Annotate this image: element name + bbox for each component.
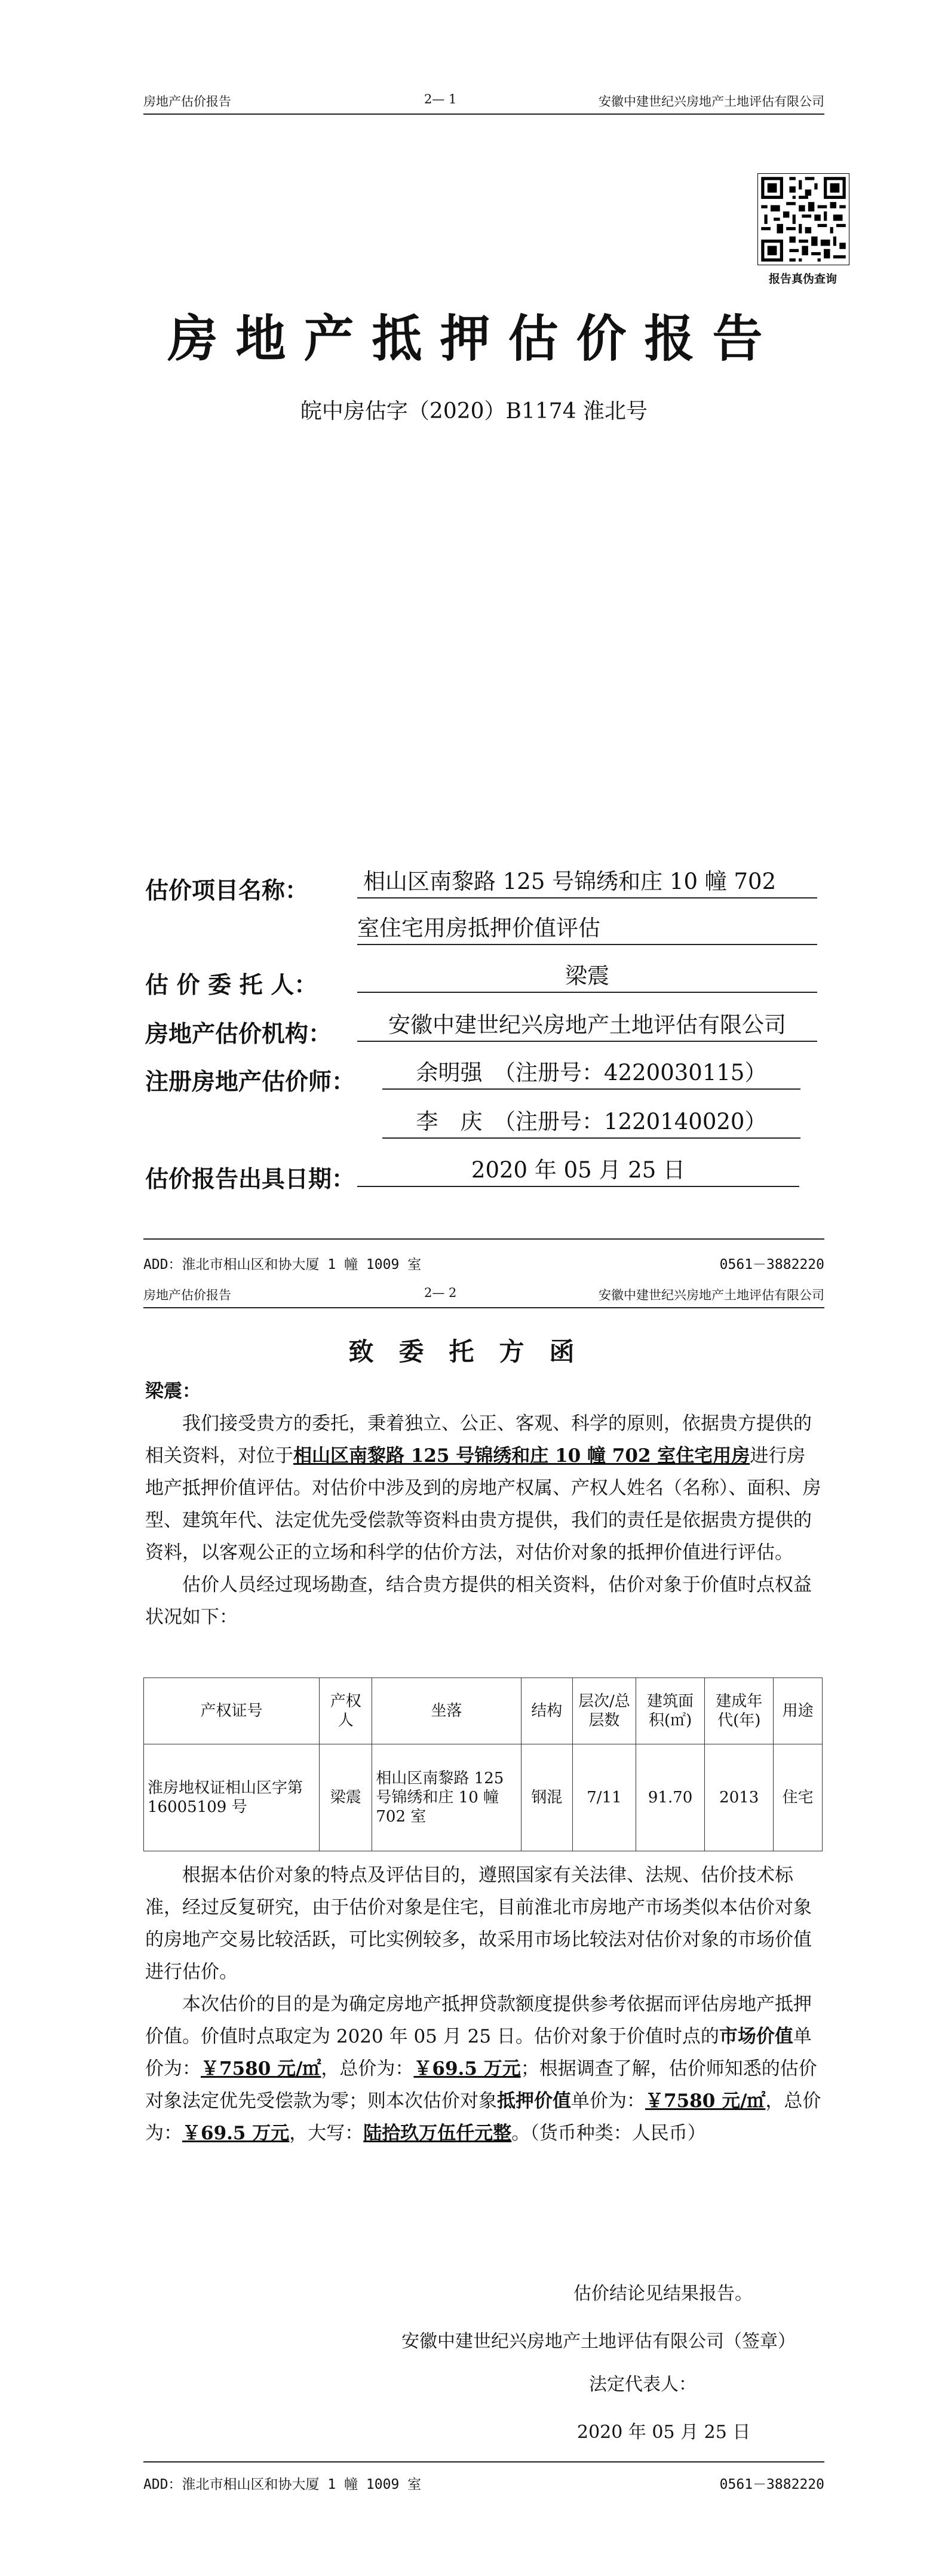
issue-date: 2020 年 05 月 25 日 bbox=[357, 1155, 799, 1187]
letter-body-bottom bbox=[145, 1859, 823, 2149]
table-row bbox=[144, 1744, 823, 1851]
p4-text: ，总价为： bbox=[321, 2058, 414, 2080]
project-label: 估价项目名称： bbox=[145, 878, 309, 904]
letter-date: 2020 年 05 月 25 日 bbox=[577, 2422, 751, 2443]
p1-text-a: 我们接受贵方的委托，秉着独立、公正、客观、科学的原则，依据贵方提供的相关资料，对位于 bbox=[145, 1413, 812, 1467]
footer-address: ADD：淮北市相山区和协大厦 1 幢 1009 室 bbox=[143, 2477, 422, 2492]
date-label: 估价报告出具日期： bbox=[145, 1166, 355, 1193]
p1-text-c: 进行房地产抵押价值评估。对估价中涉及到的房地产权属、产权人姓名（名称）、面积、房型、建筑年代、法定优先受偿款等资料由贵方提供，我们的责任是依据贵方提供的资料，以客观公正的立场和科学的估价方法，对估价对象的抵押价值进行评估。 bbox=[145, 1445, 821, 1563]
table-header-row bbox=[144, 1678, 823, 1744]
header-page-number: 2— 2 bbox=[424, 1286, 457, 1300]
footer-phone: 0561－3882220 bbox=[719, 2477, 824, 2492]
paragraph-4 bbox=[145, 1988, 823, 2149]
table-cell: 2013 bbox=[705, 1744, 774, 1851]
letter-body-top bbox=[145, 1375, 823, 1633]
header-rule bbox=[143, 114, 824, 115]
table-header: 建筑面积(㎡) bbox=[636, 1678, 705, 1744]
table-cell: 相山区南黎路 125 号锦绣和庄 10 幢 702 室 bbox=[372, 1744, 521, 1851]
letter-title: 致委托方函 bbox=[348, 1337, 600, 1366]
p4-market-value-label: 市场价值 bbox=[719, 2026, 793, 2047]
client-value: 梁震 bbox=[357, 961, 817, 993]
footer-rule bbox=[143, 2461, 824, 2462]
qr-caption: 报告真伪查询 bbox=[768, 272, 837, 286]
salutation: 梁震： bbox=[145, 1381, 201, 1402]
header-right: 安徽中建世纪兴房地产土地评估有限公司 bbox=[599, 1288, 824, 1302]
page1-header bbox=[143, 90, 824, 114]
table-cell: 住宅 bbox=[774, 1744, 823, 1851]
table-header: 用途 bbox=[774, 1678, 823, 1744]
appraiser-label: 注册房地产估价师： bbox=[145, 1069, 355, 1096]
table-header: 产权人 bbox=[320, 1678, 372, 1744]
property-table bbox=[143, 1678, 823, 1851]
project-value-line2: 室住宅用房抵押价值评估 bbox=[357, 913, 817, 945]
p4-text: ，大写： bbox=[289, 2123, 364, 2144]
p4-text: 单价为： bbox=[145, 2026, 812, 2080]
header-rule bbox=[143, 1307, 824, 1308]
table-header: 产权证号 bbox=[144, 1678, 320, 1744]
p4-text: 单价为： bbox=[571, 2090, 645, 2112]
header-left: 房地产估价报告 bbox=[143, 1288, 231, 1302]
agency-label: 房地产估价机构： bbox=[145, 1021, 332, 1048]
p4-text: ，总价为： bbox=[145, 2090, 821, 2144]
table-cell: 7/11 bbox=[572, 1744, 636, 1851]
table-cell: 91.70 bbox=[636, 1744, 705, 1851]
p4-market-total: ￥69.5 万元 bbox=[413, 2058, 521, 2080]
agency-value: 安徽中建世纪兴房地产土地评估有限公司 bbox=[357, 1010, 817, 1042]
conclusion-note: 估价结论见结果报告。 bbox=[573, 2283, 753, 2304]
footer-phone: 0561－3882220 bbox=[719, 1257, 824, 1272]
table-header: 层次/总层数 bbox=[572, 1678, 636, 1744]
p4-mortgage-total: ￥69.5 万元 bbox=[182, 2123, 290, 2144]
p4-mortgage-value-label: 抵押价值 bbox=[497, 2090, 571, 2112]
footer-rule bbox=[143, 1238, 824, 1240]
paragraph-2: 估价人员经过现场勘查，结合贵方提供的相关资料，估价对象于价值时点权益状况如下： bbox=[145, 1574, 812, 1628]
p4-text: ；根据调查了解，估价师知悉的估价对象法定优先受偿款为零；则本次估价对象 bbox=[145, 2058, 817, 2112]
p4-mortgage-unit-price: ￥7580 元/㎡ bbox=[645, 2090, 766, 2112]
table-header: 结构 bbox=[521, 1678, 572, 1744]
p1-property-address: 相山区南黎路 125 号锦绣和庄 10 幢 702 室住宅用房 bbox=[293, 1445, 750, 1467]
table-header: 建成年代(年) bbox=[705, 1678, 774, 1744]
p4-market-unit-price: ￥7580 元/㎡ bbox=[201, 2058, 321, 2080]
footer-address: ADD：淮北市相山区和协大厦 1 幢 1009 室 bbox=[143, 1257, 422, 1272]
client-label: 估 价 委 托 人： bbox=[145, 972, 318, 999]
header-left: 房地产估价报告 bbox=[143, 94, 231, 109]
header-page-number: 2— 1 bbox=[424, 92, 457, 106]
appraiser-2: 李 庆 （注册号：1220140020） bbox=[382, 1106, 800, 1139]
project-value-line1: 相山区南黎路 125 号锦绣和庄 10 幢 702 bbox=[357, 866, 817, 898]
table-cell: 钢混 bbox=[521, 1744, 572, 1851]
paragraph-1 bbox=[145, 1407, 823, 1569]
document-number: 皖中房估字（2020）B1174 淮北号 bbox=[300, 399, 648, 424]
page2-header bbox=[143, 1283, 824, 1307]
qr-code-icon bbox=[758, 174, 849, 265]
p4-text: 。（货币种类：人民币） bbox=[511, 2123, 706, 2144]
appraiser-1: 余明强 （注册号：4220030115） bbox=[382, 1057, 800, 1090]
table-cell: 梁震 bbox=[320, 1744, 372, 1851]
p4-text: 本次估价的目的是为确定房地产抵押贷款额度提供参考依据而评估房地产抵押价值。价值时点取定为 2020 年 05 月 25 日。估价对象于价值时点的 bbox=[145, 1994, 812, 2047]
table-header: 坐落 bbox=[372, 1678, 521, 1744]
company-seal-line: 安徽中建世纪兴房地产土地评估有限公司（签章） bbox=[401, 2331, 796, 2352]
legal-representative: 法定代表人： bbox=[589, 2374, 697, 2395]
table-cell: 淮房地权证相山区字第 16005109 号 bbox=[144, 1744, 320, 1851]
report-title: 房地产抵押估价报告 bbox=[167, 309, 781, 368]
p4-total-in-words: 陆拾玖万伍仟元整 bbox=[363, 2123, 512, 2144]
qr-code[interactable] bbox=[757, 173, 849, 265]
paragraph-3: 根据本估价对象的特点及评估目的，遵照国家有关法律、法规、估价技术标准，经过反复研究，由于估价对象是住宅，目前淮北市房地产市场类似本估价对象的房地产交易比较活跃，可比实例较多，故采用市场比较法对估价对象的市场价值进行估价。 bbox=[145, 1864, 812, 1983]
header-right: 安徽中建世纪兴房地产土地评估有限公司 bbox=[599, 94, 824, 109]
